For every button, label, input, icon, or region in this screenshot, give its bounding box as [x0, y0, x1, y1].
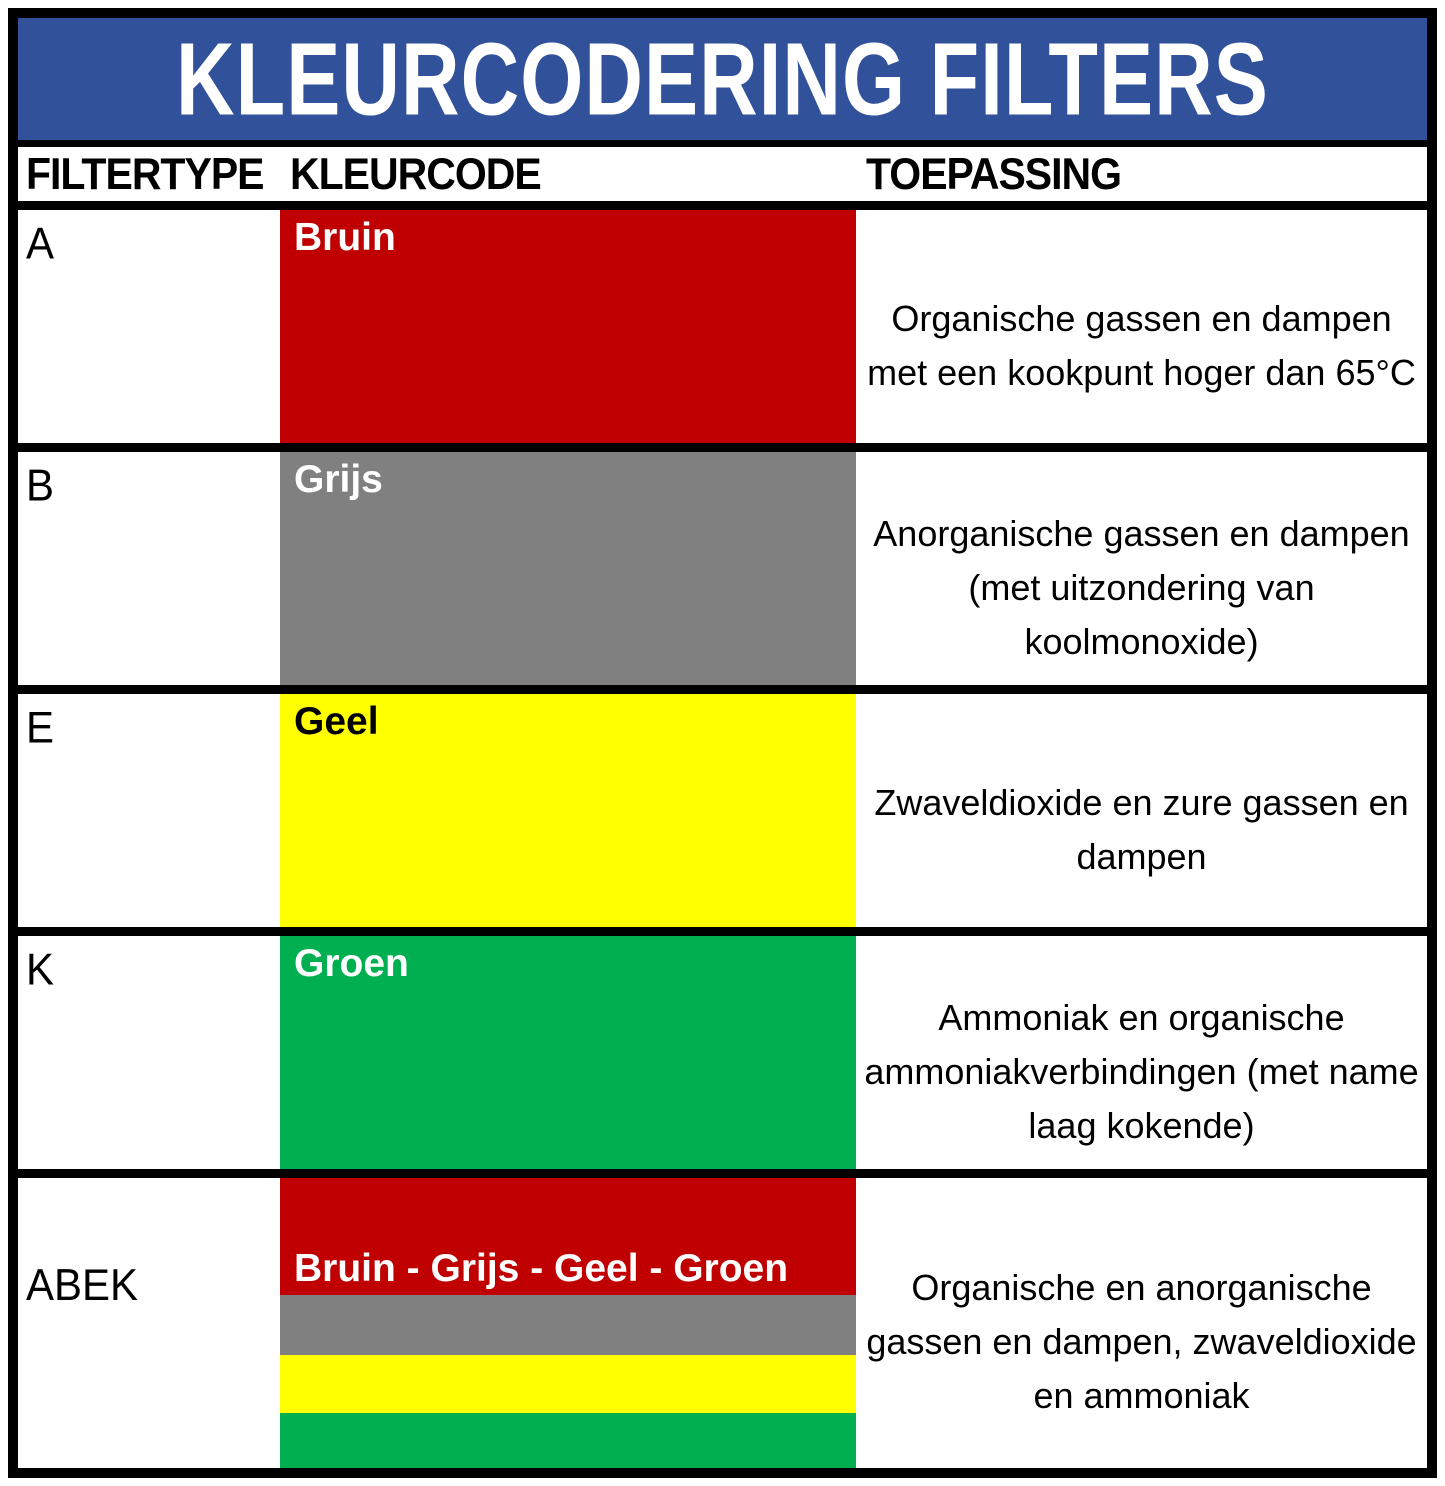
toepassing-text-e: Zwaveldioxide en zure gassen en dampen: [874, 781, 1409, 877]
table-row-abek: [18, 1169, 1427, 1468]
toepassing-text-k: Ammoniak en organische ammoniakverbindingen (met name laag kokende): [864, 996, 1419, 1146]
kleurcode-cell-k: [280, 936, 856, 1169]
table-row-k: [18, 927, 1427, 1169]
stripe-groen: [280, 1413, 856, 1468]
kleurcode-cell-abek: [280, 1178, 856, 1468]
toepassing-text-b: Anorganische gassen en dampen (met uitzondering van koolmonoxide): [873, 512, 1410, 662]
stripe-geel: [280, 1355, 856, 1413]
stripe-grijs: [280, 1295, 856, 1354]
kleurcode-label-grijs: Grijs: [294, 458, 383, 501]
title-bar: [18, 18, 1427, 140]
kleurcode-cell-a: [280, 210, 856, 443]
filtertype-value-k: K: [26, 944, 55, 994]
table-frame: [8, 8, 1437, 1478]
color-swatch-multi: [280, 1178, 856, 1468]
table-row-e: [18, 685, 1427, 927]
filtertype-value-a: A: [26, 218, 55, 268]
kleurcode-label-groen: Groen: [294, 942, 409, 985]
filtertype-value-e: E: [26, 702, 55, 752]
color-swatch-geel: [280, 694, 856, 927]
kleurcode-cell-e: [280, 694, 856, 927]
stripe-bruin: [280, 1178, 856, 1295]
column-header-filtertype: FILTERTYPE: [26, 148, 264, 199]
page-title: KLEURCODERING FILTERS: [176, 20, 1269, 137]
column-header-row: [18, 140, 1427, 201]
filtertype-value-b: B: [26, 460, 55, 510]
table-row-a: [18, 201, 1427, 443]
kleurcode-label-bruin: Bruin: [294, 216, 396, 259]
table-row-b: [18, 443, 1427, 685]
color-swatch-bruin: [280, 210, 856, 443]
kleurcode-label-geel: Geel: [294, 700, 379, 743]
column-header-kleurcode: KLEURCODE: [290, 148, 541, 199]
kleurcode-cell-b: [280, 452, 856, 685]
column-header-toepassing: TOEPASSING: [866, 148, 1122, 199]
toepassing-text-abek: Organische en anorganische gassen en dampen, zwaveldioxide en ammoniak: [866, 1267, 1417, 1416]
filtertype-value-abek: ABEK: [26, 1259, 139, 1310]
toepassing-text-a: Organische gassen en dampen met een kookpunt hoger dan 65°C: [867, 297, 1416, 393]
color-swatch-groen: [280, 936, 856, 1169]
color-swatch-grijs: [280, 452, 856, 685]
kleurcode-label-abek: Bruin - Grijs - Geel - Groen: [294, 1247, 789, 1291]
